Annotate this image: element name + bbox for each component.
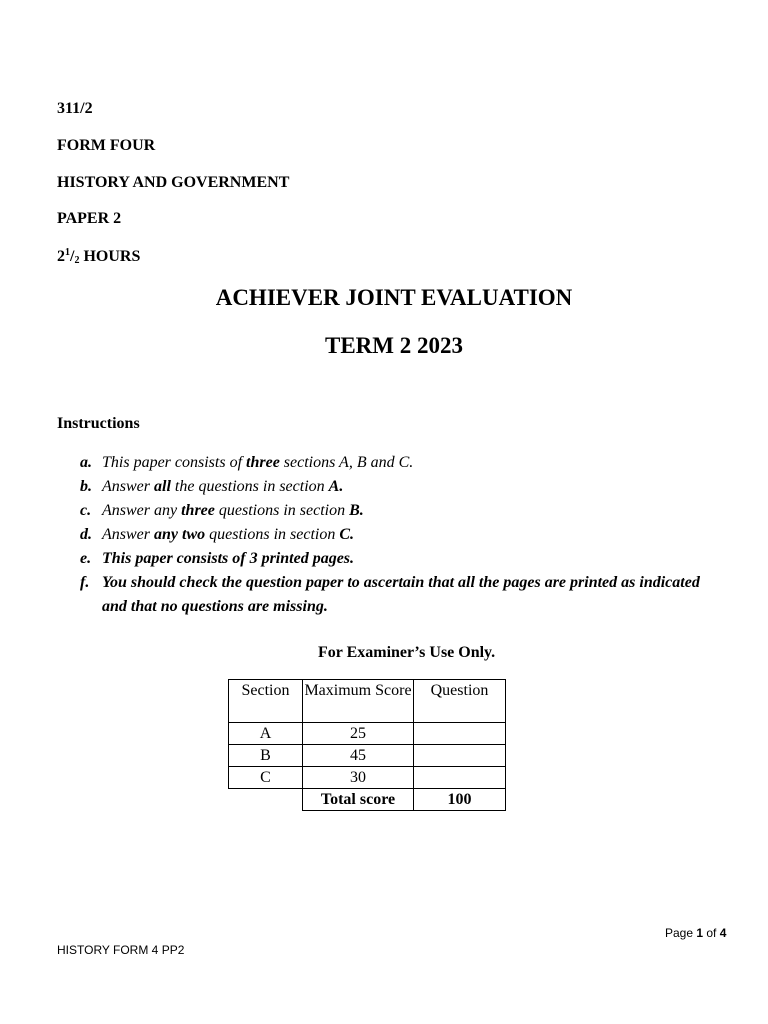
page-word: Page	[665, 926, 697, 940]
instruction-item	[80, 451, 720, 475]
header-section: Section	[229, 680, 303, 723]
instruction-emphasis: C.	[339, 526, 355, 543]
instruction-text: This paper consists of 3 printed pages.	[102, 550, 355, 567]
table-total-row	[229, 789, 506, 811]
cell-question	[414, 767, 506, 789]
instruction-label: b.	[80, 478, 92, 495]
instruction-label: e.	[80, 550, 92, 567]
exam-term: TERM 2 2023	[325, 333, 463, 358]
instructions-heading: Instructions	[57, 415, 140, 432]
instruction-emphasis: B.	[349, 502, 364, 519]
duration-denominator: 2	[74, 255, 80, 266]
instruction-label: a.	[80, 454, 92, 471]
cell-max-score: 30	[303, 767, 414, 789]
instruction-label: c.	[80, 502, 92, 519]
table-row	[229, 767, 506, 789]
duration-slash: /	[70, 248, 75, 265]
instructions-list	[80, 451, 720, 619]
instruction-text: Answer any	[102, 502, 182, 519]
table-row	[229, 745, 506, 767]
cell-question	[414, 723, 506, 745]
cell-section: A	[229, 723, 303, 745]
examiner-use-title: For Examiner’s Use Only.	[318, 644, 496, 661]
instruction-label: d.	[80, 526, 92, 543]
instruction-text: Answer	[102, 526, 154, 543]
instruction-item	[80, 547, 720, 571]
cell-question	[414, 745, 506, 767]
duration-unit: HOURS	[79, 248, 141, 265]
cell-max-score: 45	[303, 745, 414, 767]
instruction-emphasis: any two	[154, 526, 206, 543]
total-value: 100	[414, 789, 506, 811]
instruction-item	[80, 499, 720, 523]
duration-whole: 2	[57, 248, 65, 265]
subject-name: HISTORY AND GOVERNMENT	[57, 174, 290, 191]
cell-section: B	[229, 745, 303, 767]
instruction-emphasis: all	[154, 478, 171, 495]
cell-section: C	[229, 767, 303, 789]
cell-empty	[229, 789, 303, 811]
instruction-text: questions in section	[214, 502, 350, 519]
page-indicator	[665, 926, 726, 940]
instruction-item	[80, 571, 720, 619]
instruction-text: sections A, B and C.	[279, 454, 414, 471]
footer-label: HISTORY FORM 4 PP2	[57, 943, 185, 957]
exam-title: ACHIEVER JOINT EVALUATION	[215, 285, 573, 310]
header-question: Question	[414, 680, 506, 723]
instruction-text: questions in section	[205, 526, 340, 543]
instruction-item	[80, 523, 720, 547]
paper-code: 311/2	[57, 100, 93, 117]
total-label: Total score	[303, 789, 414, 811]
instruction-emphasis: A.	[328, 478, 344, 495]
table-row	[229, 723, 506, 745]
paper-number: PAPER 2	[57, 210, 122, 227]
header-max-score: Maximum Score	[303, 680, 414, 723]
instruction-item	[80, 475, 720, 499]
duration-numerator: 1	[65, 247, 70, 258]
cell-max-score: 25	[303, 723, 414, 745]
instruction-emphasis: three	[246, 454, 280, 471]
instruction-text: Answer	[102, 478, 154, 495]
instruction-text: the questions in section	[170, 478, 329, 495]
duration	[57, 247, 140, 266]
instruction-emphasis: three	[181, 502, 215, 519]
table-header-row	[229, 680, 506, 723]
page-of: of	[703, 926, 720, 940]
examiner-score-table	[228, 679, 506, 811]
form-level: FORM FOUR	[57, 137, 156, 154]
instruction-text: You should check the question paper to ascertain that all the pages are printed as indicated and that no questions are missing.	[102, 574, 700, 615]
page-number: 1	[696, 926, 704, 940]
instruction-text: This paper consists of	[102, 454, 247, 471]
page-total: 4	[719, 926, 727, 940]
instruction-label: f.	[80, 574, 90, 591]
